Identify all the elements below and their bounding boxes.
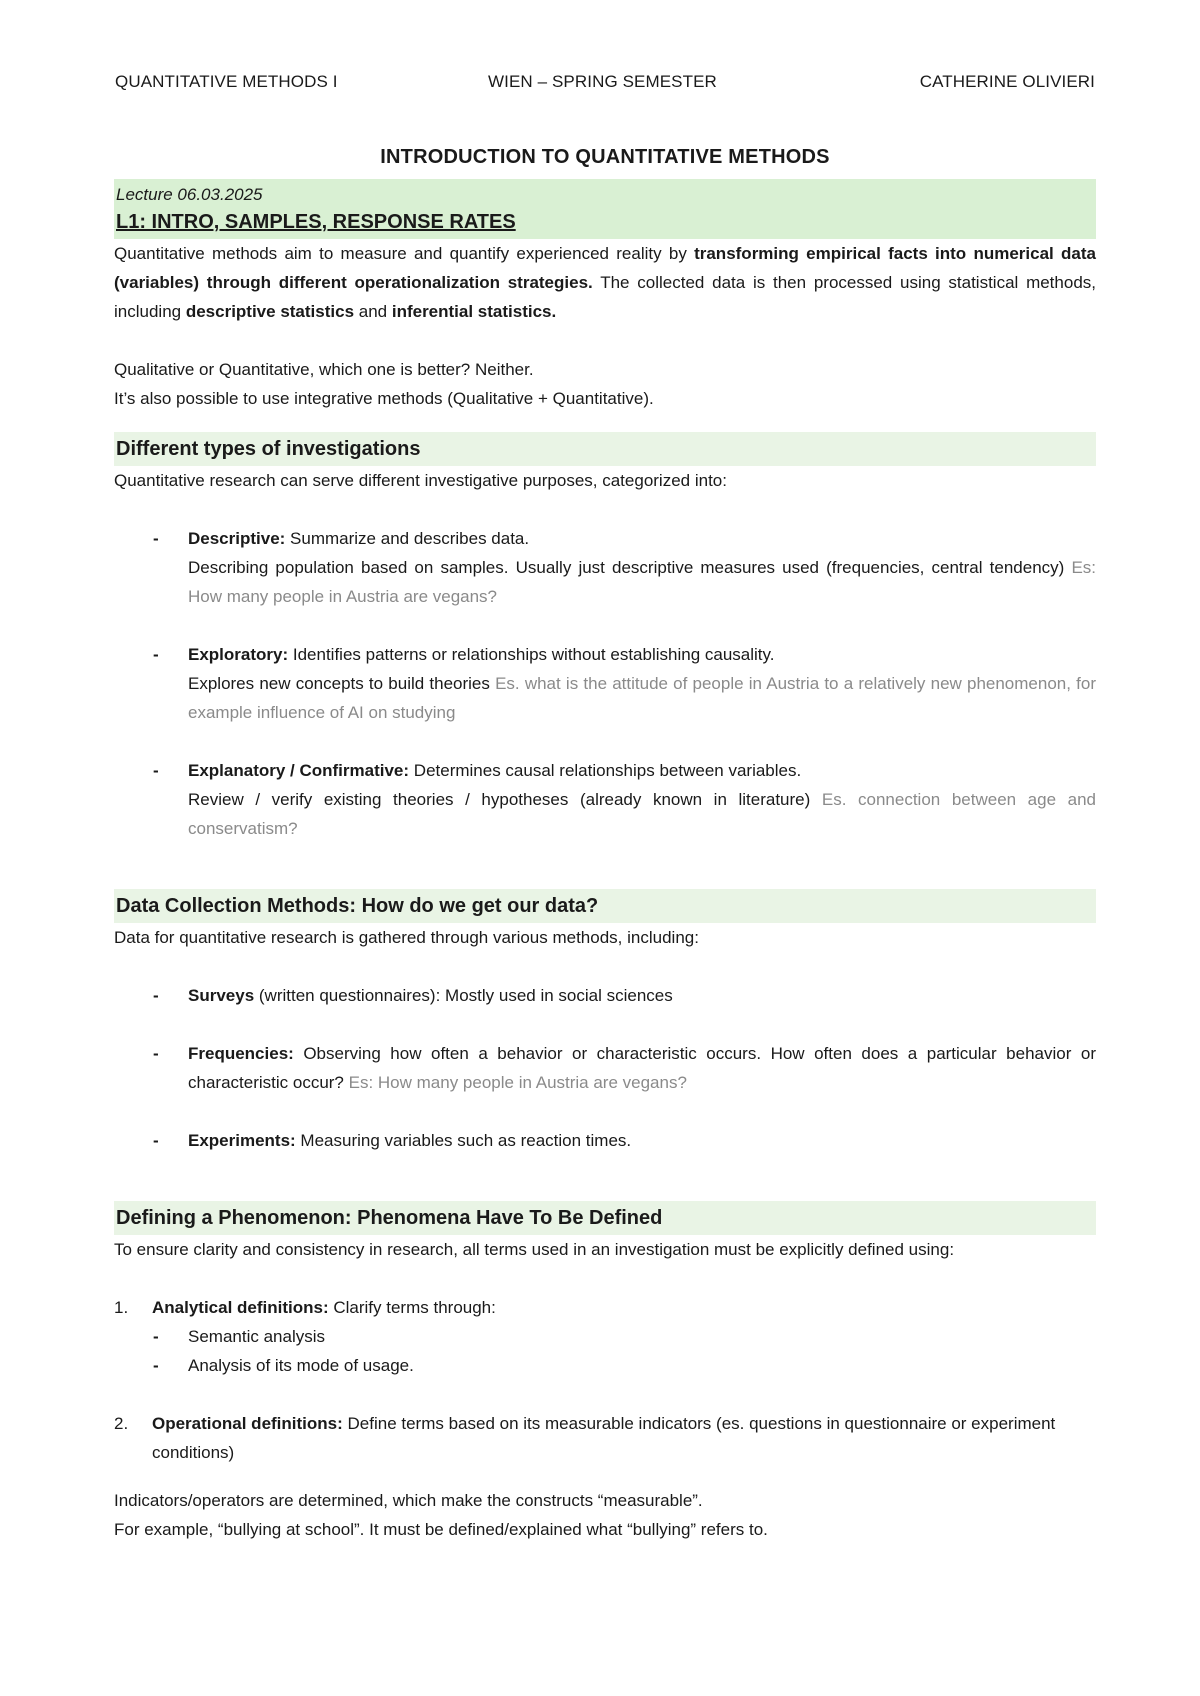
closing-example: For example, “bullying at school”. It must be defined/explained what “bullying” refers to. [114,1520,768,1539]
header-location: WIEN – SPRING SEMESTER [488,72,717,91]
document-body [114,146,1096,1544]
item-label: Operational definitions: [152,1414,343,1433]
numbered-item-operational [114,1409,1096,1467]
item-number: 2. [114,1414,129,1433]
list-item-exploratory [114,640,1096,727]
intro-text-3: and [354,302,392,321]
header-course: QUANTITATIVE METHODS I [115,72,338,91]
item-text: Measuring variables such as reaction times. [295,1131,632,1150]
phenomenon-intro: To ensure clarity and consistency in research, all terms used in an investigation must be explicitly defined using: [114,1240,955,1259]
item-example: Es. connection between age and conservatism? [188,790,1096,838]
item-text: Clarify terms through: [328,1298,496,1317]
item-text: Observing how often a behavior or characteristic occurs. How often does a particular behavior or characteristic occur? [188,1044,1096,1092]
intro-integrative: It’s also possible to use integrative methods (Qualitative + Quantitative). [114,389,654,408]
list-item-surveys [114,981,1096,1010]
item-example: Es: How many people in Austria are vegans? [348,1073,687,1092]
item-text: Determines causal relationships between variables. [409,761,802,780]
item-label: Analytical definitions: [152,1298,329,1317]
intro-paragraph [114,239,1096,326]
closing-indicators: Indicators/operators are determined, which make the constructs “measurable”. [114,1491,703,1510]
item-example: Es. what is the attitude of people in Austria to a relatively new phenomenon, for example influence of AI on studying [188,674,1096,722]
item-label: Exploratory: [188,645,289,664]
intro-question: Qualitative or Quantitative, which one is better? Neither. [114,360,534,379]
lecture-block [114,179,1096,239]
item-text: Identifies patterns or relationships without establishing causality. [288,645,775,664]
document-title: INTRODUCTION TO QUANTITATIVE METHODS [380,146,830,168]
list-item-descriptive [114,524,1096,611]
section-heading-phenomenon: Defining a Phenomenon: Phenomena Have To Be Defined [114,1201,1096,1235]
sub-item-usage: - Analysis of its mode of usage. [114,1351,1096,1380]
section-heading-investigations: Different types of investigations [114,432,1096,466]
list-item-frequencies [114,1039,1096,1097]
item-detail: Review / verify existing theories / hypotheses (already known in literature) [188,790,822,809]
item-label: Experiments: [188,1131,296,1150]
item-label: Explanatory / Confirmative: [188,761,410,780]
item-detail: Describing population based on samples. Usually just descriptive measures used (frequencies, central tendency) [188,558,1072,577]
list-item-experiments [114,1126,1096,1155]
item-text: (written questionnaires): Mostly used in social sciences [254,986,673,1005]
intro-bold-1: transforming empirical facts into numerical data (variables) through different operationalization strategies. [114,244,1096,292]
item-text: Define terms based on its measurable indicators (es. questions in questionnaire or experiment conditions) [152,1414,1056,1462]
intro-bold-3: inferential statistics. [391,302,557,321]
investigations-intro: Quantitative research can serve different investigative purposes, categorized into: [114,471,727,490]
item-label: Surveys [188,986,255,1005]
item-number: 1. [114,1298,129,1317]
item-label: Frequencies: [188,1044,294,1063]
list-item-explanatory [114,756,1096,843]
section-heading-data-collection: Data Collection Methods: How do we get our data? [114,889,1096,923]
intro-text-2: The collected data is then processed using statistical methods, including [114,273,1096,321]
collection-intro: Data for quantitative research is gathered through various methods, including: [114,928,699,947]
item-example: Es: How many people in Austria are vegans? [188,558,1096,606]
intro-text-1: Quantitative methods aim to measure and quantify experienced reality by [114,244,695,263]
numbered-item-analytical [114,1293,1096,1322]
sub-item-semantic: - Semantic analysis [114,1322,1096,1351]
lecture-date: Lecture 06.03.2025 [116,185,263,204]
intro-bold-2: descriptive statistics [185,302,355,321]
header-author: CATHERINE OLIVIERI [919,72,1095,91]
lecture-title: L1: INTRO, SAMPLES, RESPONSE RATES [116,211,516,233]
item-label: Descriptive: [188,529,286,548]
item-detail: Explores new concepts to build theories [188,674,496,693]
item-text: Summarize and describes data. [285,529,530,548]
